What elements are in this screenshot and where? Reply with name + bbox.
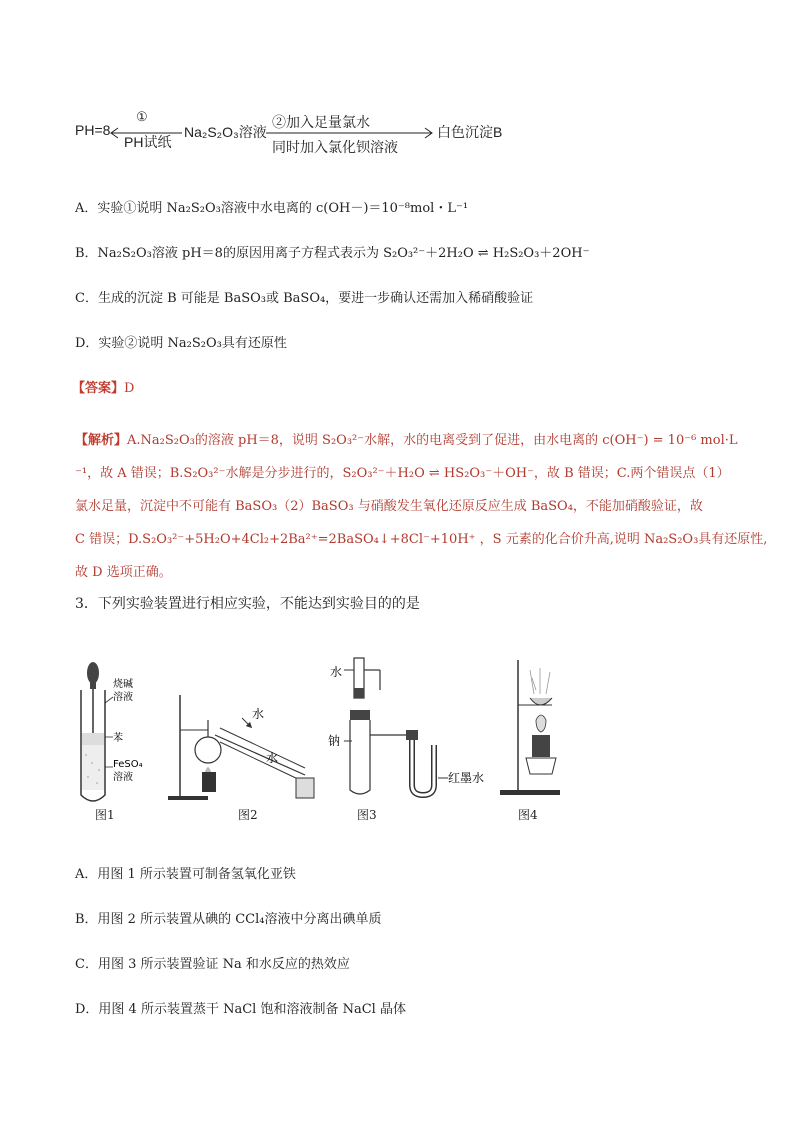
q2-option-d: D．实验②说明 Na₂S₂O₃具有还原性: [75, 336, 287, 351]
explanation-label: 【解析】: [75, 433, 128, 448]
figure-2-apparatus: [160, 690, 320, 808]
fig3-label-water: 水: [330, 665, 343, 679]
answer-label: 【答案】: [72, 381, 125, 396]
q2-option-c: C．生成的沉淀 B 可能是 BaSO₃或 BaSO₄，要进一步确认还需加入稀硝酸验证: [75, 291, 534, 306]
scheme-step2-top: ②加入足量氯水: [272, 114, 370, 130]
scheme-step1-top: ①: [136, 110, 148, 125]
figure-1-caption: 图1: [95, 808, 115, 822]
explanation: [75, 424, 768, 589]
figure-3-caption: 图3: [357, 808, 377, 822]
fig1-label-solution-1: 溶液: [113, 692, 133, 703]
explanation-line-2: ⁻¹，故 A 错误；B.S₂O₃²⁻水解是分步进行的，S₂O₃²⁻＋H₂O ⇌ HS₂O₃⁻＋OH⁻，故 B 错误；C.两个错误点（1）: [75, 466, 730, 481]
figure-4-apparatus: [490, 650, 580, 800]
fig2-label-water-top: 水: [252, 707, 265, 721]
explanation-line-1: 【解析】A.Na₂S₂O₃的溶液 pH＝8，说明 S₂O₃²⁻水解，水的电离受到了促进，由水电离的 c(OH⁻) = 10⁻⁶ mol·L: [75, 433, 738, 448]
figure-3-apparatus: [320, 650, 500, 800]
answer-line: [72, 379, 134, 399]
figure-4-caption: 图4: [518, 808, 538, 822]
explanation-line-5: 故 D 选项正确。: [75, 565, 172, 580]
fig1-label-solution-2: 溶液: [113, 772, 133, 783]
scheme-step1-bottom: PH试纸: [124, 134, 172, 150]
fig3-label-red-ink: 红墨水: [448, 771, 485, 785]
q2-option-b: B．Na₂S₂O₃溶液 pH＝8的原因用离子方程式表示为 S₂O₃²⁻＋2H₂O ⇌ H₂S₂O₃＋2OH⁻: [75, 246, 590, 261]
q3-option-d: D．用图 4 所示装置蒸干 NaCl 饱和溶液制备 NaCl 晶体: [75, 1002, 406, 1017]
q3-option-a: A．用图 1 所示装置可制备氢氧化亚铁: [75, 867, 296, 882]
explanation-line-4: C 错误；D.S₂O₃²⁻+5H₂O+4Cl₂+2Ba²⁺=2BaSO₄↓+8Cl⁻+10H⁺ ，S 元素的化合价升高,说明 Na₂S₂O₃具有还原性,: [75, 532, 768, 547]
figure-1-apparatus: [75, 655, 165, 805]
fig1-label-feso4: FeSO₄: [113, 759, 143, 770]
explanation-line-3: 氯水足量，沉淀中不可能有 BaSO₃（2）BaSO₃ 与硝酸发生氧化还原反应生成 BaSO₄，不能加硝酸验证，故: [75, 499, 703, 514]
fig1-label-benzene: 苯: [113, 733, 123, 744]
scheme-right-result: 白色沉淀B: [437, 124, 503, 140]
scheme-left-result: PH=8: [75, 122, 111, 138]
q3-option-b: B．用图 2 所示装置从碘的 CCl₄溶液中分离出碘单质: [75, 912, 382, 927]
scheme-step2-bottom: 同时加入氯化钡溶液: [272, 139, 398, 155]
q3-option-c: C．用图 3 所示装置验证 Na 和水反应的热效应: [75, 957, 350, 972]
fig2-label-water-bottom: 水: [266, 751, 279, 765]
q2-option-a: A．实验①说明 Na₂S₂O₃溶液中水电离的 c(OH－)＝10⁻⁸mol・L⁻¹: [75, 201, 469, 216]
fig3-label-sodium: 钠: [328, 734, 341, 748]
q3-stem: 3．下列实验装置进行相应实验，不能达到实验目的的是: [75, 596, 420, 612]
fig1-label-naoh: 烧碱: [113, 679, 133, 690]
scheme-reagent: Na₂S₂O₃溶液: [184, 124, 267, 140]
figure-2-caption: 图2: [238, 808, 258, 822]
answer-value: D: [124, 381, 135, 396]
